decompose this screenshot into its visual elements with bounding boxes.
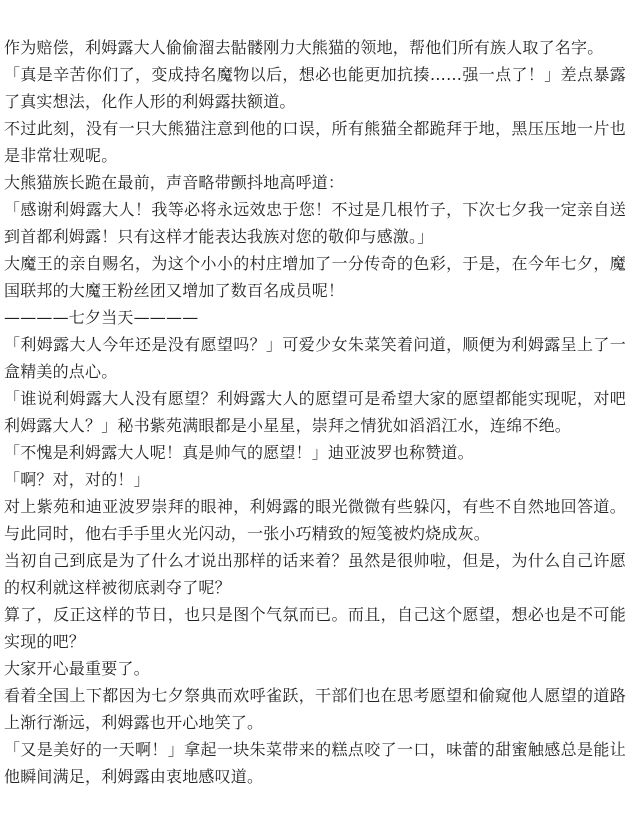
paragraph-compensation: 作为赔偿，利姆露大人偷偷溜去骷髅刚力大熊猫的领地，帮他们所有族人取了名字。 (4, 38, 604, 57)
paragraph-chief-speech: 「感谢利姆露大人！我等必将永远效忠于您！不过是几根竹子，下次七夕我一定亲自送到首都利姆露！只有这样才能表达我族对您的敬仰与感激。」 (4, 200, 626, 246)
paragraph-pandas-kneel: 不过此刻，没有一只大熊猫注意到他的口误，所有熊猫全都跪拜于地，黑压压地一片也是非常壮观呢。 (4, 119, 626, 165)
paragraph-reflection: 当初自己到底是为了什么才说出那样的话来着？虽然是很帅啦，但是，为什么自己许愿的权利就这样被彻底剥夺了呢？ (4, 551, 626, 597)
paragraph-fanclub: 大魔王的亲自赐名，为这个小小的村庄增加了一分传奇的色彩，于是，在今年七夕，魔国联邦的大魔王粉丝团又增加了数百名成员呢！ (4, 254, 626, 300)
paragraph-rimuru-speech: 「真是辛苦你们了，变成持名魔物以后，想必也能更加抗揍……强一点了！」差点暴露了真实想法，化作人形的利姆露扶额道。 (4, 65, 626, 111)
paragraph-shuna-question: 「利姆露大人今年还是没有愿望吗？」可爱少女朱菜笑着问道，顺便为利姆露呈上了一盒精美的点心。 (4, 335, 626, 381)
paragraph-rimuru-answer: 「啊？对，对的！」 (4, 470, 150, 489)
paragraph-resignation: 算了，反正这样的节日，也只是图个气氛而已。而且，自己这个愿望，想必也是不可能实现的吧？ (4, 605, 626, 651)
paragraph-happiness: 大家开心最重要了。 (4, 659, 150, 678)
paragraph-diablo-praise: 「不愧是利姆露大人呢！真是帅气的愿望！」迪亚波罗也称赞道。 (4, 443, 474, 462)
paragraph-chief-intro: 大熊猫族长跪在最前，声音略带颤抖地高呼道： (4, 173, 345, 192)
scene-divider: ————七夕当天———— (4, 308, 199, 327)
paragraph-festival: 看着全国上下都因为七夕祭典而欢呼雀跃，干部们也在思考愿望和偷窥他人愿望的道路上渐行渐远，利姆露也开心地笑了。 (4, 686, 626, 732)
paragraph-burned-note: 对上紫苑和迪亚波罗崇拜的眼神，利姆露的眼光微微有些躲闪，有些不自然地回答道。与此同时，他右手手里火光闪动，一张小巧精致的短笺被灼烧成灰。 (4, 497, 626, 543)
paragraph-ending: 「又是美好的一天啊！」拿起一块朱菜带来的糕点咬了一口，味蕾的甜蜜触感总是能让他瞬间满足，利姆露由衷地感叹道。 (4, 740, 626, 786)
paragraph-shion-reply: 「谁说利姆露大人没有愿望？利姆露大人的愿望可是希望大家的愿望都能实现呢，对吧利姆露大人？」秘书紫苑满眼都是小星星，崇拜之情犹如滔滔江水，连绵不绝。 (4, 389, 626, 435)
